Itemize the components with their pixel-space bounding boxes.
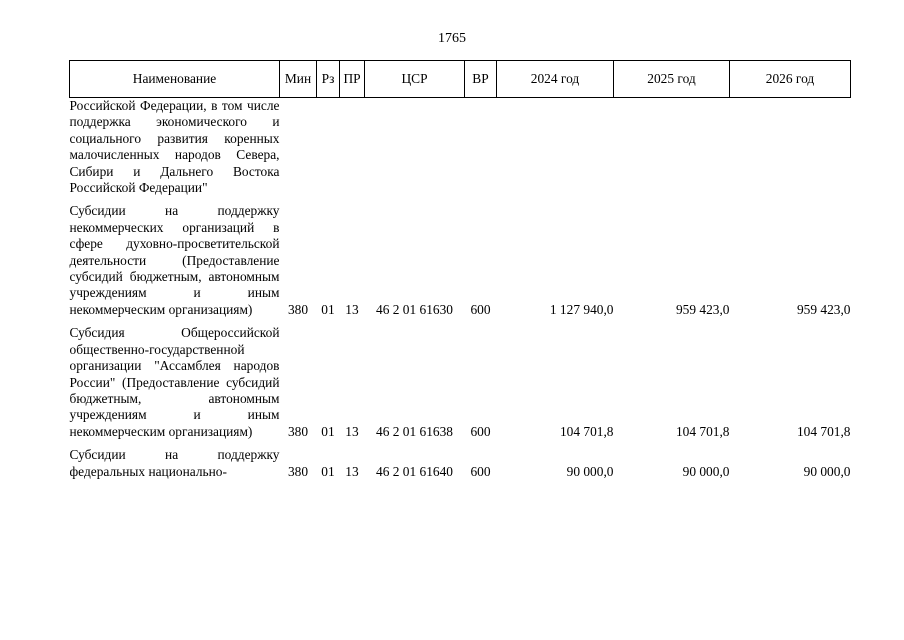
row-vr: 600 xyxy=(470,301,491,317)
header-min: Мин xyxy=(280,61,317,98)
header-name: Наименование xyxy=(70,61,280,98)
row-pr: 13 xyxy=(345,423,359,439)
row-csr: 46 2 01 61640 xyxy=(376,463,453,479)
row-min xyxy=(280,98,317,197)
row-csr: 46 2 01 61638 xyxy=(376,423,453,439)
page-number: 1765 xyxy=(438,31,466,46)
row-vr: 600 xyxy=(470,463,491,479)
header-pr: ПР xyxy=(340,61,365,98)
header-2026: 2026 год xyxy=(730,61,851,98)
row-csr: 46 2 01 61630 xyxy=(376,301,453,317)
table-row xyxy=(70,98,851,197)
header-vr: ВР xyxy=(465,61,497,98)
row-2025 xyxy=(614,98,730,197)
row-2024: 90 000,0 xyxy=(566,463,614,479)
row-rz: 01 xyxy=(321,463,335,479)
table-row xyxy=(70,325,851,440)
row-pr: 13 xyxy=(345,301,359,317)
row-name: Субсидии на поддержку некоммерческих организаций в сфере духовно-просветительской деятельности (Предоставление субсидий бюджетным, автономным учреждениям и иным некоммерческим организациям) xyxy=(69,203,280,317)
header-csr: ЦСР xyxy=(365,61,465,98)
row-min: 380 xyxy=(287,423,309,439)
row-2026 xyxy=(730,98,851,197)
budget-table xyxy=(69,60,851,480)
header-2025: 2025 год xyxy=(614,61,730,98)
row-csr xyxy=(365,98,465,197)
row-min: 380 xyxy=(287,301,309,317)
row-2026: 959 423,0 xyxy=(796,301,851,317)
row-2024 xyxy=(497,98,614,197)
table-row xyxy=(70,203,851,318)
row-vr xyxy=(465,98,497,197)
row-pr xyxy=(340,98,365,197)
table-header-row xyxy=(70,61,851,98)
row-rz: 01 xyxy=(321,301,335,317)
row-2025: 959 423,0 xyxy=(675,301,730,317)
row-rz: 01 xyxy=(321,423,335,439)
row-vr: 600 xyxy=(470,423,491,439)
row-min: 380 xyxy=(287,463,309,479)
row-2025: 104 701,8 xyxy=(675,423,730,439)
header-rz: Рз xyxy=(317,61,340,98)
row-2026: 90 000,0 xyxy=(803,463,851,479)
row-name: Российской Федерации, в том числе поддержка экономического и социального развития коренных малочисленных народов Севера, Сибири и Дальнего Востока Российской Федерации" xyxy=(69,98,280,196)
row-rz xyxy=(317,98,340,197)
row-name: Субсидии на поддержку федеральных национально- xyxy=(69,447,280,479)
table-row xyxy=(70,447,851,480)
row-2024: 1 127 940,0 xyxy=(549,301,614,317)
row-pr: 13 xyxy=(345,463,359,479)
row-2026: 104 701,8 xyxy=(796,423,851,439)
row-name: Субсидия Общероссийской общественно-государственной организации "Ассамблея народов России" (Предоставление субсидий бюджетным, автономным учреждениям и иным некоммерческим организациям) xyxy=(69,325,280,439)
row-2025: 90 000,0 xyxy=(682,463,730,479)
row-2024: 104 701,8 xyxy=(559,423,614,439)
header-2024: 2024 год xyxy=(497,61,614,98)
